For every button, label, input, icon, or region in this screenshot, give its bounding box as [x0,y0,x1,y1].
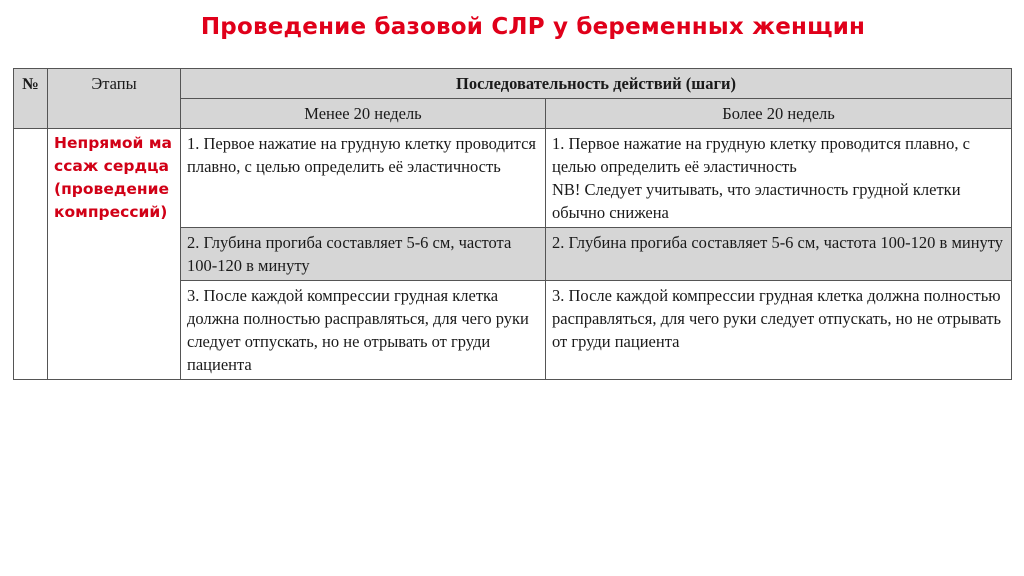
stage-name: Непрямой массаж сердца (проведение компрессий) [48,129,181,380]
step-2-less: 2. Глубина прогиба составляет 5-6 см, частота 100-120 в минуту [181,228,546,281]
table-row [14,129,1012,228]
step-1-less: 1. Первое нажатие на грудную клетку проводится плавно, с целью определить её эластичность [181,129,546,228]
header-more-20-weeks: Более 20 недель [546,99,1012,129]
header-sequence: Последовательность действий (шаги) [181,69,1012,99]
header-stages: Этапы [48,69,181,129]
step-3-more: 3. После каждой компрессии грудная клетка должна полностью расправляться, для чего руки следует отпускать, но не отрывать от груди пациента [546,281,1012,380]
header-less-20-weeks: Менее 20 недель [181,99,546,129]
row-number-cell [14,129,48,380]
step-1-more: 1. Первое нажатие на грудную клетку проводится плавно, с целью определить её эластичность NB! Следует учитывать, что эластичность грудной клетки обычно снижена [546,129,1012,228]
step-3-less: 3. После каждой компрессии грудная клетка должна полностью расправляться, для чего руки следует отпускать, но не отрывать от груди пациента [181,281,546,380]
slide-title: Проведение базовой СЛР у беременных женщин [200,14,866,40]
header-number: № [14,69,48,129]
cpr-steps-table [13,68,1012,380]
step-2-more: 2. Глубина прогиба составляет 5-6 см, частота 100-120 в минуту [546,228,1012,281]
